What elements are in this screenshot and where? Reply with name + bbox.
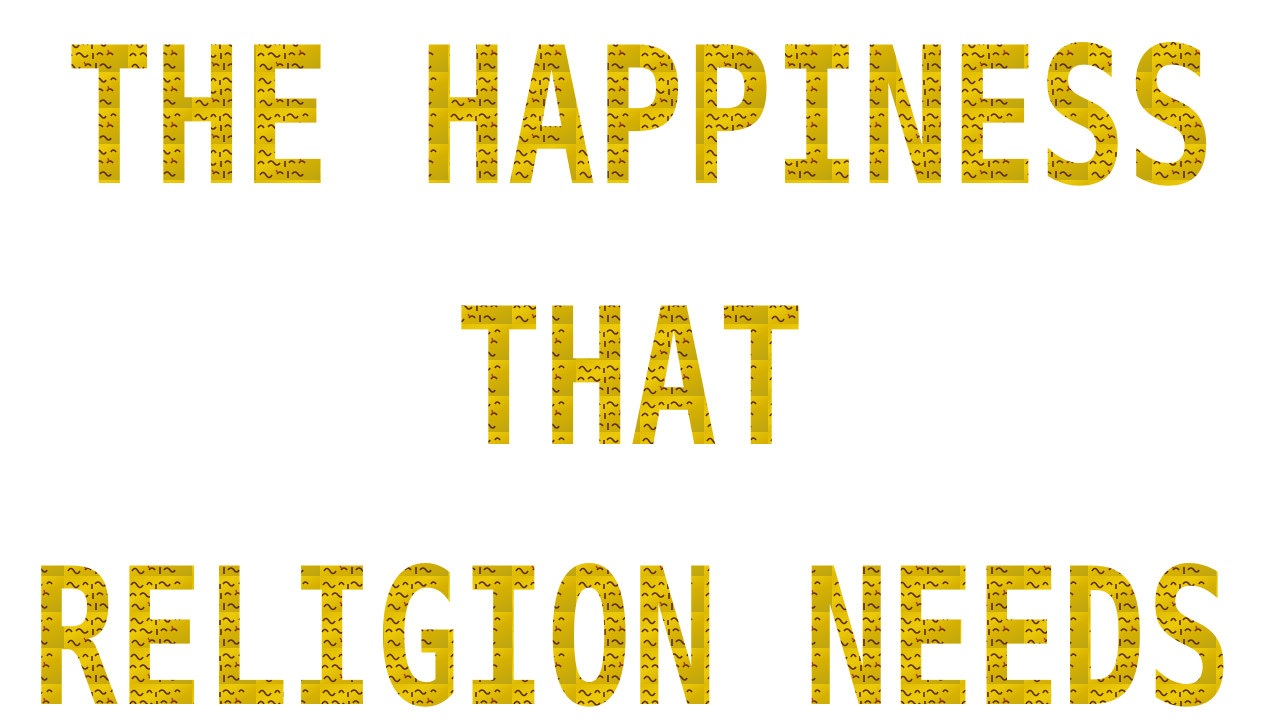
title-line-1: THE HAPPINESS [65,7,1215,228]
title-line-3: RELIGION NEEDS [32,528,1232,720]
title-line-2: THAT [455,268,805,489]
